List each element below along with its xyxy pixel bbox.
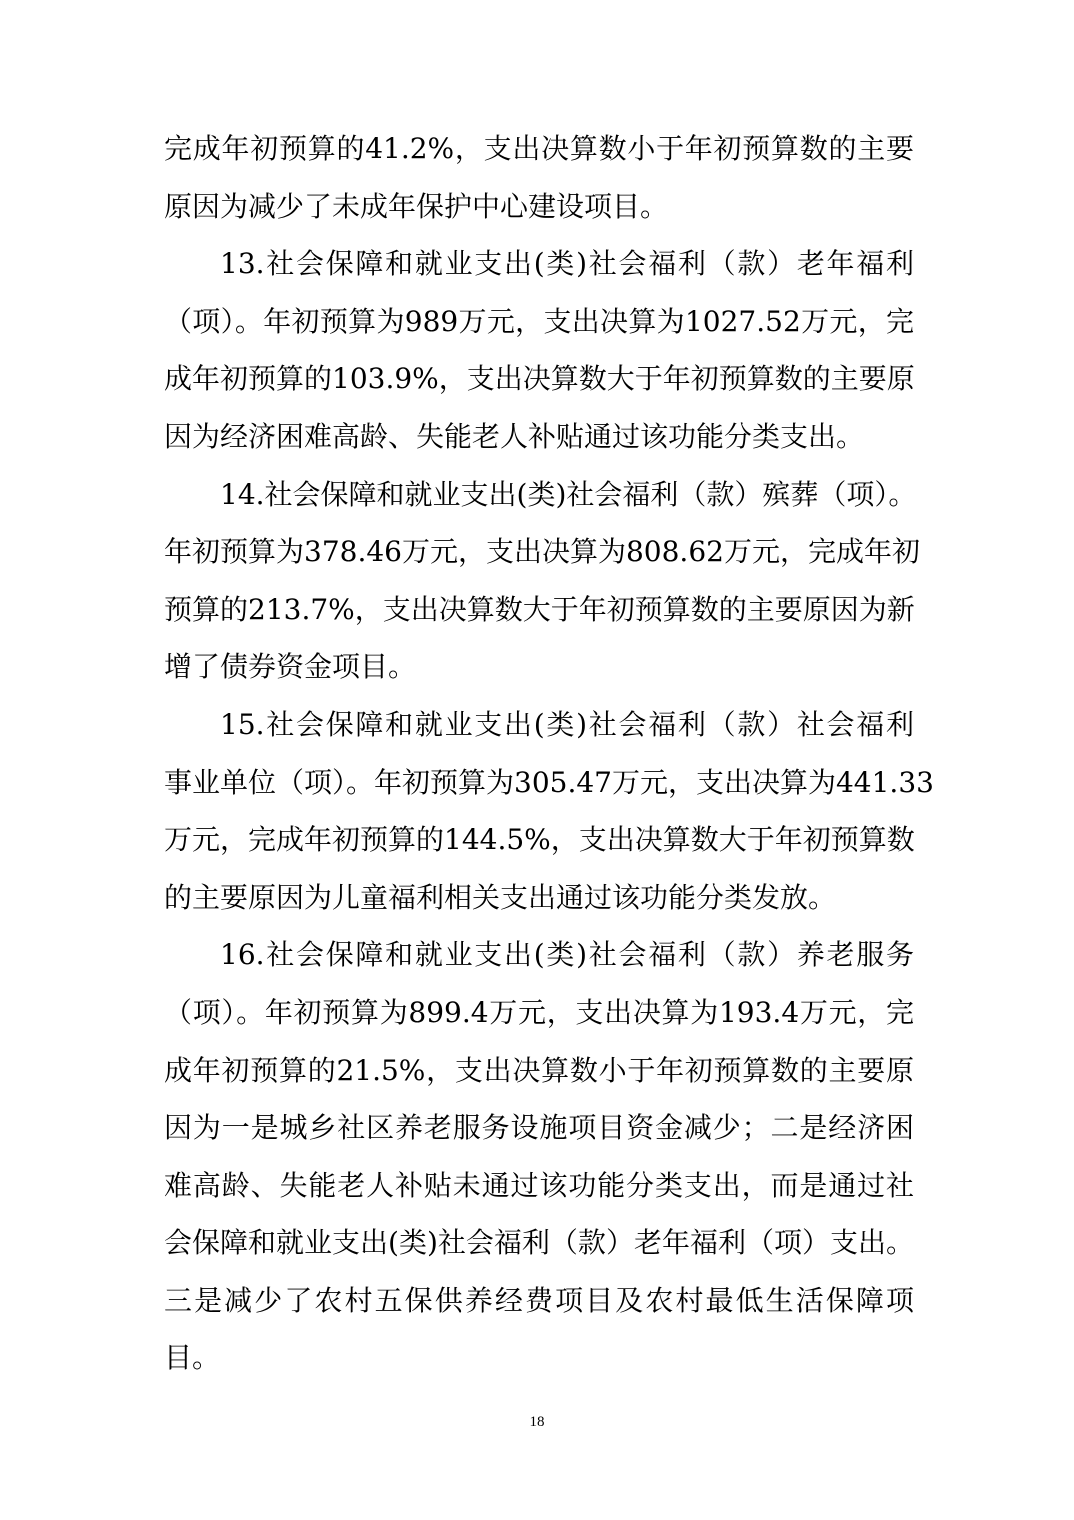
text-line: 会保障和就业支出(类)社会福利（款）老年福利（项）支出。: [164, 1226, 914, 1260]
paragraph-16-start: 16.社会保障和就业支出(类)社会福利（款）养老服务: [220, 938, 914, 972]
text-line: 原因为减少了未成年保护中心建设项目。: [164, 189, 669, 223]
text-line: 完成年初预算的41.2%，支出决算数小于年初预算数的主要: [164, 132, 914, 165]
text-line: 三是减少了农村五保供养经费项目及农村最低生活保障项: [164, 1283, 914, 1317]
paragraph-15-start: 15.社会保障和就业支出(类)社会福利（款）社会福利: [220, 707, 914, 741]
paragraph-13-start: 13.社会保障和就业支出(类)社会福利（款）老年福利: [220, 247, 914, 281]
text-line: 因为经济困难高龄、失能老人补贴通过该功能分类支出。: [164, 419, 865, 453]
text-line: 增了债券资金项目。: [164, 650, 417, 684]
body-text: [164, 120, 934, 1387]
text-line: 难高龄、失能老人补贴未通过该功能分类支出，而是通过社: [164, 1168, 914, 1202]
text-line: （项）。年初预算为989万元，支出决算为1027.52万元，完: [164, 304, 914, 338]
text-line: 成年初预算的103.9%，支出决算数大于年初预算数的主要原: [164, 362, 915, 396]
text-line: 万元，完成年初预算的144.5%，支出决算数大于年初预算数: [164, 823, 915, 857]
text-line: 因为一是城乡社区养老服务设施项目资金减少；二是经济困: [164, 1111, 914, 1145]
text-line: 事业单位（项）。年初预算为305.47万元，支出决算为441.33: [164, 765, 934, 799]
text-line: 目。: [164, 1341, 221, 1375]
page-number: 18: [529, 1414, 545, 1430]
text-line: （项）。年初预算为899.4万元，支出决算为193.4万元，完: [164, 995, 914, 1029]
text-line: 预算的213.7%，支出决算数大于年初预算数的主要原因为新: [164, 592, 915, 626]
paragraph-14-start: 14.社会保障和就业支出(类)社会福利（款）殡葬（项）。: [220, 477, 917, 511]
text-line: 成年初预算的21.5%，支出决算数小于年初预算数的主要原: [164, 1053, 914, 1087]
text-line: 年初预算为378.46万元，支出决算为808.62万元，完成年初: [164, 535, 920, 569]
text-line: 的主要原因为儿童福利相关支出通过该功能分类发放。: [164, 880, 837, 914]
